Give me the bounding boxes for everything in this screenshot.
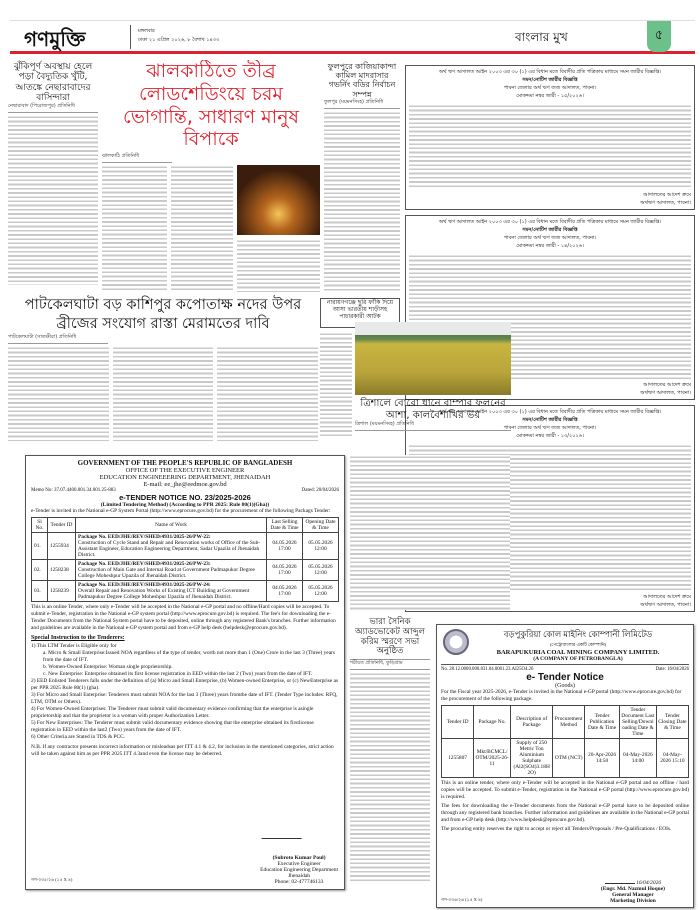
notice-heading: অর্থ ঋণ আদালত আইন ২০০৩ এর ৩০ (১) এর বিধান মতে বিবাদীর প্রতি পত্রিকায় মাধ্যমে সমন জারীর বিজ্ঞপ্তি। — [438, 219, 662, 225]
notice-case: মোকদ্দমা নম্বর জারী - ১৩/২০২৬। — [516, 433, 584, 439]
instruction: a. Micro & Small Enterprise:Issued NOA regardless of the type of tender, worth not more than 1 (One) Crore in the last 3 (Three) years from the date of IFT. — [43, 649, 335, 663]
cell-sl: 03. — [32, 581, 48, 602]
instruction: c. New Enterprise: Enterprise obtained its first license registration in EED within the last 2 (Two) years from the date of IFT. — [43, 670, 313, 677]
story-headline: ভারা সৈনিক অ্যাডভোকেট আব্দুল করিম স্মরণে সভা অনুষ্ঠিত — [350, 618, 430, 660]
notice-footer: আদালতের আদেশ ক্রমে — [643, 594, 691, 600]
newspaper-logo: গণমুক্তি — [24, 27, 86, 51]
notice-footer: অর্থঋণ আদালত, পাবনা। — [640, 602, 691, 608]
notice-footer: অর্থঋণ আদালত, পাবনা। — [640, 390, 691, 396]
package-no: Package No. EED/JHE/REV/SHED/4931/2025-26/PW-23: — [78, 561, 211, 568]
cell: OTM (NCT) — [553, 739, 585, 778]
notice-subheading: সমন/নোটিশ জারীর বিজ্ঞপ্তি — [522, 417, 578, 423]
story-byline: ফুলপুর (ময়মনসিংহ) প্রতিনিধি — [324, 99, 400, 109]
page-number: ৫ — [647, 21, 671, 52]
instruction: 6) Other Criteria are Stated in TDS & PCC. — [31, 734, 126, 741]
instruction: 4) For Women-Owned Enterprises: The Tenderer must submit valid documentary evidence confirming that the enterprise is asingle proprietorship and that the proprietor is a woman with proper Authorization Letter. — [31, 706, 314, 720]
online-tender-text: This is an online tender, where only e-Tender will be accepted in the National e-GP portal and no offline / hard copies will be accepted. To submit e-Tender, registration in the National e-GP portal (http://www.eprocure.gov.bd) is required. — [441, 780, 689, 801]
package-no: Package No. EED/JHE/REV/SHED/4931/2025-26/PW-24: — [78, 582, 211, 589]
story-patkelghata — [8, 296, 318, 442]
govt-heading: GOVERNMENT OF THE PEOPLE'S REPUBLIC OF BANGLADESH — [77, 459, 293, 467]
cell-sl: 01. — [32, 533, 48, 560]
legal-notice-1 — [405, 65, 695, 210]
department-heading: EDUCATION ENGINEEERING DEPARTMENT, JHENAIDAH — [99, 474, 271, 481]
story-byline: ত্রিশাল (ময়মনসিংহ) প্রতিনিধি — [355, 421, 511, 431]
office-email: E-mail: ee_jhe@eedmoe.gov.bd — [143, 481, 227, 488]
notice-case: মোকদ্দমা নম্বর জারী - ১৫/২০২৬। — [516, 93, 584, 99]
memo-number: Memo No: 37.07.4400.001.34.001.25-883 — [31, 488, 116, 493]
fee-text: The fees for downloading the e-Tender documents from the National e-GP portal have to be deposited online through any registered bank branches. Further information and guidelines are available in the National e-GP portal and from e-GP help desk (http://www.helpdesk@eprocure.gov.bd). — [441, 803, 689, 824]
tender-table — [441, 705, 689, 778]
col-header: Tender ID — [48, 518, 76, 533]
work-desc: Construction of Cycle Stand and Repair and Renovation works of Office of the Sub-Assistant Engineer, Education Engineering Department, Sadar Upazila of Jhenaidah District. — [78, 540, 261, 559]
cell: 1255807 — [442, 739, 474, 778]
package-no: Package No. EED/JHE/REV/SHED/4931/2025-26/PW-22: — [78, 534, 211, 541]
table-row — [32, 560, 339, 581]
instruction: b. Women-Owned Enterprise: Woman single proprietorship. — [43, 663, 173, 670]
story-headline: ত্রিশালে বোরো ধানে বাম্পার ফলনের আশা, কালবৈশাখির ভয় — [360, 398, 506, 421]
story-byline: নেছারাবাদ (পিরোজপুর) প্রতিনিধি — [8, 103, 98, 113]
tender-table — [31, 517, 339, 602]
ad-ref: গণ-৩৩৬/২৬ (১৫ X ৪) — [441, 897, 483, 902]
col-header: Name of Work — [76, 518, 267, 533]
story-headline: ঝুঁকিপূর্ণ অবস্থায় হেলে পড়া বৈদ্যুতিক খুঁটি, আতঙ্কে নেছারাবাদের বাসিন্দারা — [13, 62, 93, 104]
tender-subtitle: (Goods) — [555, 683, 575, 689]
masthead — [10, 20, 695, 54]
table-row — [442, 739, 689, 778]
woman-candle-photo — [237, 165, 320, 235]
col-header: Package No. — [474, 706, 511, 739]
cell-tender-id: 1255934 — [48, 533, 76, 560]
instruction: 2) EED Enlisted Tenderers falls under the definition of (a) Micro and Small Enterprise, (b) Women-owned Enterprise, or (c) NewEnterprise as per PPR 2025 Rule 80(1) (gha). — [31, 677, 339, 691]
story-headline: ফুলপুরে কাজিয়াকান্দা কামিল মাদরাসার গভর্নিং বডির নির্বাচন সম্পন্ন — [327, 62, 397, 99]
tender-intro: For the Fiscal year 2025-2026, e-Tender is invited in the National e-GP portal (http://www.eprocure.gov.bd) for the procurement of the following package. — [441, 689, 682, 703]
notice-footer: আদালতের আদেশ ক্রমে — [643, 382, 691, 388]
cell-tender-id: 1258239 — [48, 581, 76, 602]
col-header: Description of Package — [511, 706, 553, 739]
cell-sell: 04.05.2026 17:00 — [267, 533, 303, 560]
notice-footer: অর্থঋণ আদালত, পাবনা। — [640, 200, 691, 206]
col-header: Opening Date & Time — [303, 518, 339, 533]
col-header: Last Selling Date & Time — [267, 518, 303, 533]
notice-court: পাবনা জেলার অর্থ ঋণ জজ আদালত, পাবনা। — [503, 85, 597, 91]
cell: Mkt/BCMCL/OTM/2025-26-11 — [474, 739, 511, 778]
notice-subheading: সমন/নোটিশ জারীর বিজ্ঞপ্তি — [522, 227, 578, 233]
signatory-division: Marketing Division — [610, 898, 656, 904]
tender-intro: e-Tender is invited in the National e-GP System Portal (http://www.eprocure.gov.bd) for the procurement of the following Packags Tender: — [31, 508, 331, 514]
signatory-title: Executive Engineer — [277, 861, 321, 867]
signatory-title: General Manager — [612, 892, 654, 898]
notice-court: পাবনা জেলার অর্থ ঋণ জজ আদালত, পাবনা। — [503, 235, 597, 241]
cell: Supply of 250 Metric Ton Aluminium Sulphate (Al2(SO4)3.18H2O) — [511, 739, 553, 778]
cell: 20-Apr-2026 14:50 — [585, 739, 620, 778]
cell-sell: 04.05.2026 17:00 — [267, 560, 303, 581]
ad-ref: গণ-৩৩৫/২৬ (১৫ X ৪) — [31, 877, 73, 882]
cell: 04-May-2026 14:00 — [619, 739, 656, 778]
company-name-bn: বড়পুকুরিয়া কোল মাইনিং কোম্পানী লিমিটেড — [503, 629, 653, 639]
online-tender-text: This is an online Tender, where only e-Tender will be accepted in the National e-GP portal and no offline/Hard copies will be accepted. To submit e-Tender, registration in the National e-GP system portal (http://www.eprocure.gov.bd) is required. The fee's for downloading the e-Tender Documents from the National System portal have to be deposited, online through any registered Bank's branches. Further information and guidelines are available in the National e-GP system portal and from e-GP help desk (helpdesk@eprocure.gov.bd). — [31, 604, 336, 632]
story-byline: শরীয়ত প্রতিনিধি, কুড়িগ্রাম — [350, 660, 430, 670]
lead-headline: ঝালকাঠিতে তীব্র লোডশেডিংয়ে চরম ভোগান্তি, সাধারণ মানুষ বিপাকে — [122, 60, 300, 151]
company-sub-bn: (পেট্রোবাংলার একটি কোম্পানি) — [549, 642, 607, 647]
cell-open: 05.05.2026 12:00 — [303, 560, 339, 581]
cell: 04-May-2026 15:10 — [656, 739, 688, 778]
eed-tender-notice — [25, 455, 345, 890]
signature-date: 16/04/2026 — [636, 880, 662, 886]
work-desc: Construction of Main Gate and Internal Road at Government Padmapukur Degree College Moheshpur Upazila of Jhenaidah District. — [78, 567, 255, 580]
issue-day: মঙ্গলবার — [138, 28, 155, 34]
notice-heading: অর্থ ঋণ আদালত আইন ২০০৩ এর ৩০ (১) এর বিধান মতে বিবাদীর প্রতি পত্রিকায় মাধ্যমে সমন জারীর বিজ্ঞপ্তি। — [438, 409, 662, 415]
company-logo — [443, 629, 469, 655]
tender-title: e-TENDER NOTICE NO. 23/2025-2026 — [119, 493, 251, 502]
tender-title: e- Tender Notice — [526, 672, 604, 683]
work-desc: Overall Repair and Renovation Works of Existing ICT Building at Government Padmapukur Degree College Moheshpur Upazila of Jhenaidah District. — [78, 588, 250, 601]
special-instruction-heading: Special Instruction to the Tenderers: — [31, 635, 125, 642]
story-lead — [102, 60, 320, 292]
cell-open: 05.05.2026 12:00 — [303, 581, 339, 602]
instruction: 5) For New Enterprises: The Tenderer must submit valid documentary evidence showing that the enterprise obtained its firstlicense registration in EED within the last2 (Two) years from the date of IFT. — [31, 720, 314, 734]
cell-sl: 02. — [32, 560, 48, 581]
notice-footer: আদালতের আদেশ ক্রমে — [643, 192, 691, 198]
rice-field-photo — [355, 322, 511, 395]
story-fulpur — [324, 62, 400, 292]
story-byline: পাটকেলঘাটা (সাতক্ষীরা) প্রতিনিধি — [8, 334, 108, 344]
story-byline: ঝালকাঠি প্রতিনিধি — [102, 153, 172, 163]
story-academy — [350, 618, 430, 893]
section-name: বাংলার মুখ — [515, 30, 568, 44]
notice-court: পাবনা জেলার অর্থ ঋণ জজ আদালত, পাবনা। — [503, 425, 597, 431]
cell-work — [76, 533, 267, 560]
cell-work — [76, 581, 267, 602]
col-header: Tender ID — [442, 706, 474, 739]
table-row — [32, 533, 339, 560]
table-row — [32, 581, 339, 602]
signatory-place: Jhenaidah — [288, 873, 311, 879]
issue-date: ঢাকা ২১ এপ্রিল ২০২৬, ৮ বৈশাখ ১৪৩৩ — [138, 37, 220, 43]
notice-heading: অর্থ ঋণ আদালত আইন ২০০৩ এর ৩০ (১) এর বিধান মতে বিবাদীর প্রতি পত্রিকায় মাধ্যমে সমন জারীর বিজ্ঞপ্তি। — [438, 69, 662, 75]
notice-subheading: সমন/নোটিশ জারীর বিজ্ঞপ্তি — [522, 77, 578, 83]
tender-subtitle: (Limited Tendering Method) (According to PPR 2025: Rule 80(1)(Gha)) — [100, 502, 270, 508]
col-header: Sl No. — [32, 518, 48, 533]
cell-open: 05.05.2026 12:00 — [303, 533, 339, 560]
signatory-name: (Engr. Md. Nazmul Hoque) — [600, 886, 665, 892]
rights-text: The procuring entity reserves the right to accept or reject all Tenders/Proposals / Pre-Qualifications / EOIs. — [441, 826, 672, 833]
instruction: 1) This LTM Tender is Eligible only for — [31, 642, 117, 649]
signatory-phone: Phone: 02-477746133 — [274, 879, 324, 885]
instruction: 3) For Micro and Small Enterprise: Tenderers must submit NOA for the last 3 (Three) years fromthe date of IFT. (Tender Type includes: RFQ, LTM, OTM or Others). — [31, 691, 338, 705]
notice-case: মোকদ্দমা নম্বর জারী - ১৪/২০২৬। — [516, 243, 584, 249]
story-headline: নারায়ণগঞ্জে ছুরি ফাঁকি দিয়ে আসা ভারতীয় শাড়ীসহ পাচারকারী আটক — [326, 299, 394, 320]
company-sub: (A COMPANY OF PETROBANGLA) — [533, 656, 623, 662]
col-header: Tender Document Last Selling/Downloading Date & Time — [621, 707, 655, 738]
nb-note: N.B. If any contractor presents incorrect information or misleadsas per ITT 4.1 & 4.2, for inclusion in the mentioned categories, strict action will be taken against him as per PPR 2025 ITT 4.3and even the license may be deberred. — [31, 744, 334, 758]
memo-date: Date: 16/04/2026 — [655, 667, 689, 672]
bcmcl-tender-notice — [436, 624, 694, 908]
office-heading: OFFICE OF THE EXECUTIVE ENGINEER — [125, 467, 245, 474]
cell-sell: 04.05.2026 17:00 — [267, 581, 303, 602]
company-name: BARAPUKURIA COAL MINING COMPANY LIMITED. — [496, 649, 660, 656]
signatory-name: (Subroto Kumar Poul) — [272, 855, 326, 861]
cell-work — [76, 560, 267, 581]
memo-date: Dated: 20/04/2026 — [301, 488, 339, 493]
story-left — [8, 62, 98, 292]
memo-number: No. 28.12.0000.000.831.04.0001.23.AI25O4.26 — [441, 667, 534, 672]
col-header: Tender Publication Date & Time — [585, 706, 620, 739]
col-header: Tender Closing Date & Time — [656, 706, 688, 739]
col-header: Procurement Method — [553, 706, 585, 739]
story-headline: পাটকেলঘাটা বড় কাশিপুর কপোতাক্ষ নদের উপর ব্রীজের সংযোগ রাস্তা মেরামতের দাবি — [24, 297, 302, 332]
signature — [261, 825, 306, 839]
signatory-dept: Education Engineering Department — [260, 867, 338, 873]
cell-tender-id: 1258238 — [48, 560, 76, 581]
